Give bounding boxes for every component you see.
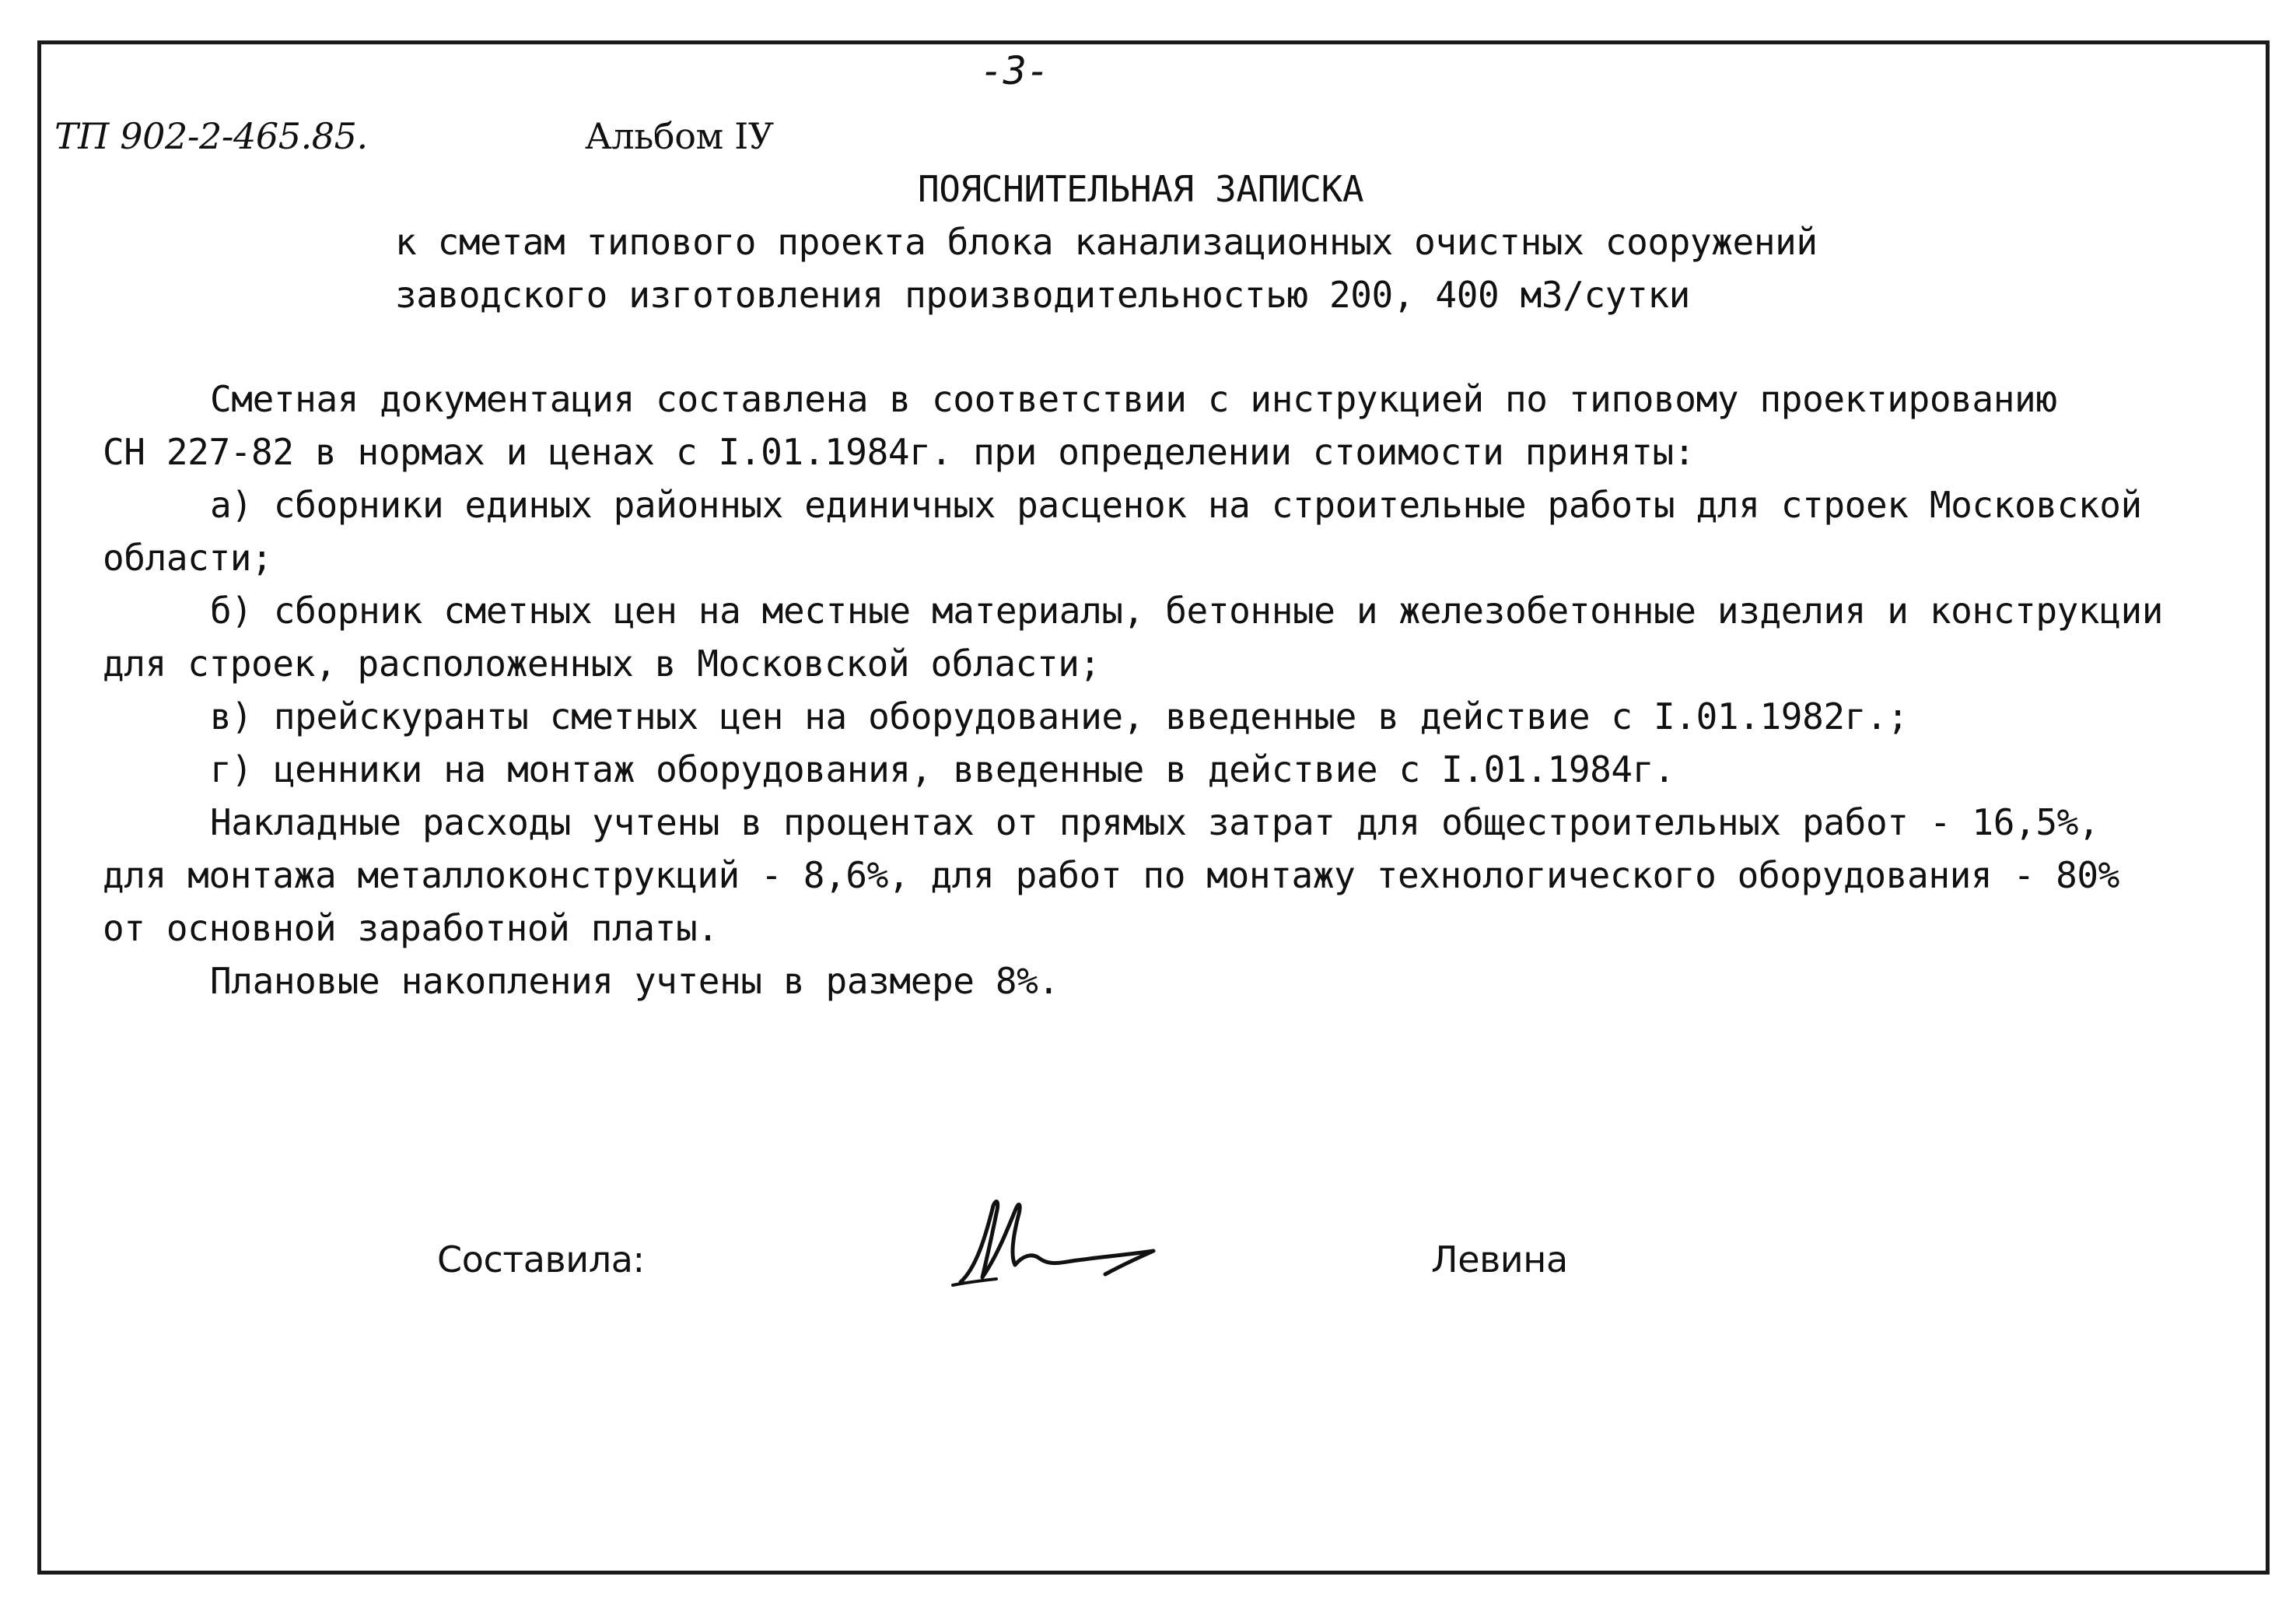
intro-line: Сметная документация составлена в соответствии с инструкцией по типовому проектированию: [210, 378, 2057, 420]
subtitle-line: заводского изготовления производительностью 200, 400 м3/сутки: [395, 274, 1690, 316]
subtitle-line: к сметам типового проекта блока канализационных очистных сооружений: [395, 221, 1818, 263]
handwritten-signature: [945, 1190, 1163, 1291]
compiler-name: Левина: [1431, 1238, 1568, 1280]
document-heading: ПОЯСНИТЕЛЬНАЯ ЗАПИСКА: [918, 168, 1364, 210]
item-a-line: области;: [103, 537, 273, 579]
document-code: ТП 902-2-465.85.: [54, 115, 368, 157]
compiled-by-label: Составила:: [437, 1238, 645, 1280]
item-b-line: б) сборник сметных цен на местные материалы, бетонные и железобетонные изделия и конструкции: [210, 590, 2164, 632]
item-b-line: для строек, расположенных в Московской области;: [103, 643, 1101, 685]
intro-line: СН 227-82 в нормах и ценах с I.01.1984г. при определении стоимости приняты:: [103, 431, 1696, 473]
overhead-line: от основной заработной платы.: [103, 907, 719, 949]
album-label: Альбом IУ: [585, 115, 774, 157]
item-c-line: в) прейскуранты сметных цен на оборудование, введенные в действие с I.01.1982г.;: [210, 695, 1909, 737]
item-a-line: а) сборники единых районных единичных расценок на строительные работы для строек Московской: [210, 484, 2142, 526]
overhead-line: Накладные расходы учтены в процентах от прямых затрат для общестроительных работ - 16,5%,: [210, 801, 2100, 843]
overhead-line: для монтажа металлоконструкций - 8,6%, для работ по монтажу технологического оборудования - 80%: [103, 854, 2119, 896]
page-number: -3-: [980, 48, 1050, 93]
planned-savings-line: Плановые накопления учтены в размере 8%.: [210, 960, 1059, 1002]
item-d-line: г) ценники на монтаж оборудования, введенные в действие с I.01.1984г.: [210, 748, 1675, 790]
